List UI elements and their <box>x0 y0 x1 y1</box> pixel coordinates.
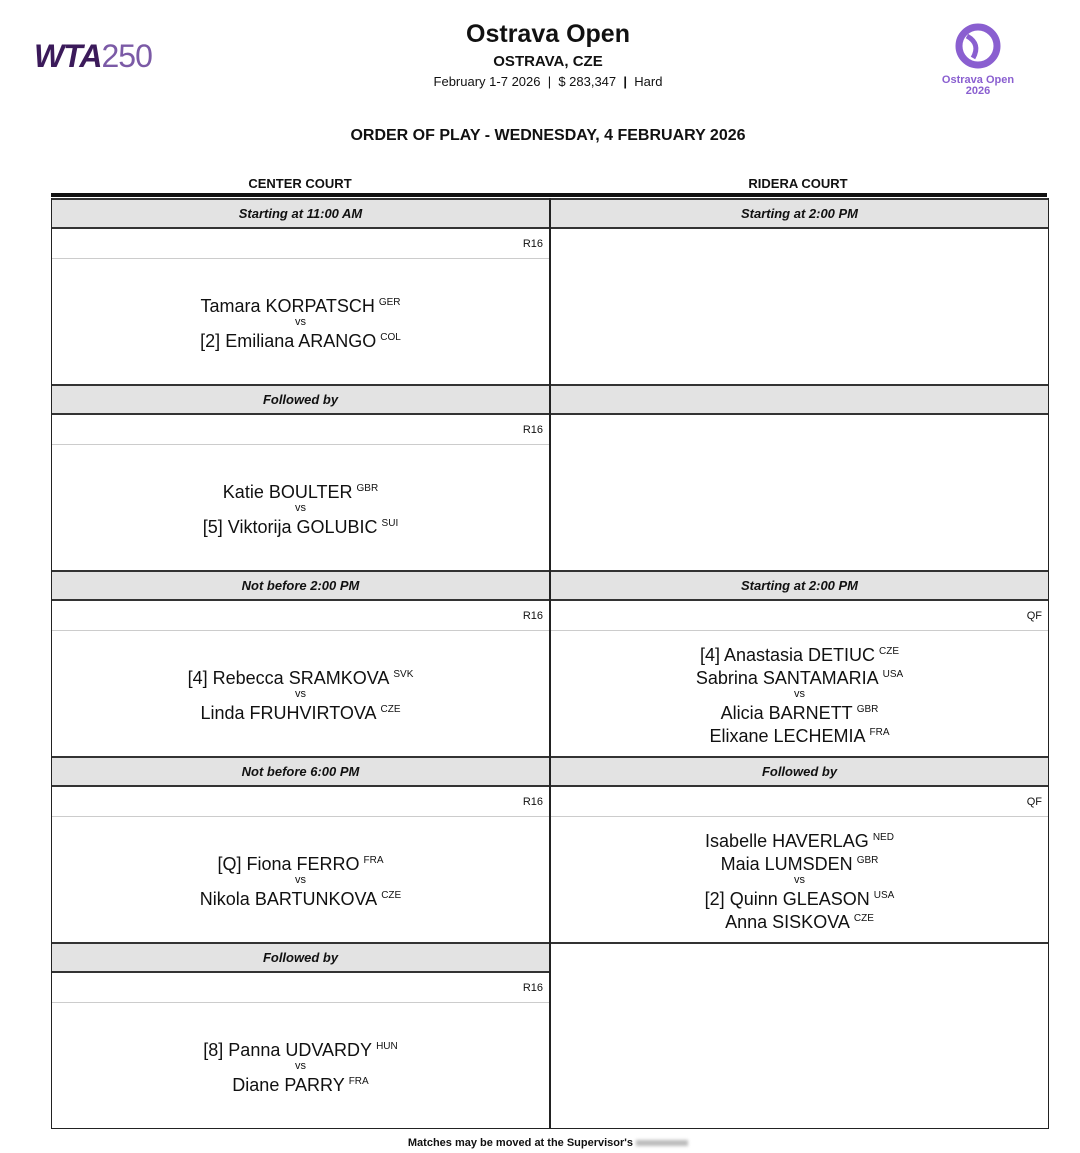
player-seed: [5] <box>202 516 223 537</box>
center-court-column <box>52 198 549 1128</box>
player-last-name: DETIUC <box>808 644 876 665</box>
player-country: SVK <box>393 668 414 680</box>
player-seed: [Q] <box>217 853 242 874</box>
match-slot <box>52 942 549 1128</box>
tournament-title: Ostrava Open <box>466 20 630 48</box>
player-country: FRA <box>363 854 384 866</box>
slot-time-header <box>551 386 1048 415</box>
player-name <box>223 479 378 502</box>
vs-label: vs <box>295 1059 306 1072</box>
vs-label: vs <box>295 873 306 886</box>
player-first-name: Quinn <box>729 888 778 909</box>
player-seed: [4] <box>699 644 720 665</box>
schedule-grid <box>51 198 1049 1129</box>
player-first-name: Isabelle <box>705 830 768 851</box>
court-ridera: RIDERA COURT <box>748 176 848 191</box>
player-name <box>188 665 414 688</box>
player-first-name: Tamara <box>200 295 261 316</box>
match-slot <box>551 942 1048 1128</box>
player-last-name: KORPATSCH <box>265 295 375 316</box>
player-last-name: FERRO <box>296 853 360 874</box>
match-body <box>551 817 1048 942</box>
round-label: R16 <box>52 415 549 445</box>
tier-level: 250 <box>101 38 152 74</box>
player-name <box>705 886 895 909</box>
player-last-name: UDVARDY <box>285 1039 373 1060</box>
slot-time-header: Not before 6:00 PM <box>52 758 549 787</box>
player-first-name: Diane <box>232 1074 280 1095</box>
player-name <box>700 642 899 665</box>
match-slot <box>551 756 1048 942</box>
player-seed: [2] <box>704 888 725 909</box>
player-name <box>721 700 879 723</box>
player-country: CZE <box>381 889 402 901</box>
player-last-name: PARRY <box>284 1074 345 1095</box>
player-first-name: Alicia <box>720 702 764 723</box>
player-name <box>696 665 903 688</box>
player-last-name: FRUHVIRTOVA <box>249 702 377 723</box>
player-first-name: Linda <box>200 702 245 723</box>
player-last-name: BARTUNKOVA <box>254 888 378 909</box>
player-country: GBR <box>856 854 879 866</box>
player-last-name: SISKOVA <box>772 911 850 932</box>
player-first-name: Emiliana <box>225 330 295 351</box>
wta-brand: WTA <box>34 38 102 74</box>
player-first-name: Nikola <box>199 888 250 909</box>
match-slot <box>551 384 1048 570</box>
redacted-word <box>636 1140 688 1146</box>
match-slot <box>52 570 549 756</box>
slot-time-header: Followed by <box>551 758 1048 787</box>
ostrava-emblem-icon <box>951 22 1005 72</box>
player-country: NED <box>872 831 894 843</box>
player-country: CZE <box>853 912 874 924</box>
round-label: R16 <box>52 229 549 259</box>
round-label: QF <box>551 601 1048 631</box>
round-label: QF <box>551 787 1048 817</box>
ostrava-open-logo <box>928 22 1028 97</box>
player-seed: [2] <box>200 330 221 351</box>
slot-time-header: Not before 2:00 PM <box>52 572 549 601</box>
logo-text: Ostrava Open <box>941 74 1015 86</box>
player-last-name: LECHEMIA <box>773 725 866 746</box>
match-slot <box>551 198 1048 384</box>
player-first-name: Katie <box>222 481 264 502</box>
player-name <box>203 1037 397 1060</box>
slot-time-header: Followed by <box>52 944 549 973</box>
player-seed: [4] <box>187 667 208 688</box>
player-name <box>200 328 401 351</box>
player-last-name: BOULTER <box>268 481 353 502</box>
dates: February 1-7 2026 <box>433 74 541 89</box>
ridera-court-column <box>549 198 1048 1128</box>
prize-money: $ 283,347 <box>558 74 617 89</box>
footer-note <box>0 1137 1080 1149</box>
match-slot <box>551 570 1048 756</box>
player-first-name: Anastasia <box>723 644 804 665</box>
player-country: CZE <box>879 645 900 657</box>
player-first-name: Viktorija <box>227 516 292 537</box>
player-last-name: HAVERLAG <box>772 830 869 851</box>
court-center: CENTER COURT <box>248 176 352 191</box>
player-name <box>725 909 874 932</box>
player-name <box>721 851 879 874</box>
player-country: USA <box>882 668 904 680</box>
player-country: GER <box>378 296 401 308</box>
player-country: GBR <box>856 703 879 715</box>
vs-label: vs <box>295 687 306 700</box>
match-slot <box>52 198 549 384</box>
player-seed: [8] <box>203 1039 224 1060</box>
player-name <box>709 723 889 746</box>
player-country: HUN <box>376 1040 398 1052</box>
match-body <box>551 631 1048 756</box>
player-name <box>203 514 398 537</box>
player-first-name: Anna <box>725 911 768 932</box>
tournament-location: OSTRAVA, CZE <box>493 53 603 70</box>
player-country: FRA <box>348 1075 369 1087</box>
vs-label: vs <box>295 501 306 514</box>
player-last-name: GOLUBIC <box>296 516 378 537</box>
vs-label: vs <box>794 873 805 886</box>
match-body <box>52 817 549 942</box>
player-country: COL <box>380 331 401 343</box>
player-last-name: BARNETT <box>768 702 853 723</box>
player-last-name: SANTAMARIA <box>762 667 879 688</box>
player-country: CZE <box>380 703 401 715</box>
player-first-name: Maia <box>720 853 760 874</box>
player-name <box>200 886 401 909</box>
player-last-name: ARANGO <box>298 330 377 351</box>
player-country: GBR <box>356 482 379 494</box>
slot-time-header: Followed by <box>52 386 549 415</box>
match-body <box>52 445 549 570</box>
player-country: SUI <box>381 517 399 529</box>
player-country: FRA <box>869 726 890 738</box>
surface: Hard <box>634 74 663 89</box>
match-slot <box>52 384 549 570</box>
player-name <box>200 293 400 316</box>
player-name <box>705 828 894 851</box>
tournament-info: February 1-7 2026 | $ 283,347 | Hard <box>433 74 663 89</box>
player-name <box>217 851 383 874</box>
round-label: R16 <box>52 973 549 1003</box>
round-label: R16 <box>52 601 549 631</box>
vs-label: vs <box>295 315 306 328</box>
player-first-name: Panna <box>228 1039 281 1060</box>
round-label: R16 <box>52 787 549 817</box>
logo-year: 2026 <box>965 85 991 97</box>
match-slot <box>52 756 549 942</box>
player-country: USA <box>873 889 895 901</box>
footer-text: Matches may be moved at the Supervisor's <box>407 1137 634 1149</box>
match-body <box>52 259 549 384</box>
player-first-name: Fiona <box>246 853 292 874</box>
slot-time-header: Starting at 2:00 PM <box>551 572 1048 601</box>
slot-time-header: Starting at 2:00 PM <box>551 200 1048 229</box>
player-first-name: Elixane <box>709 725 769 746</box>
slot-time-header: Starting at 11:00 AM <box>52 200 549 229</box>
player-last-name: LUMSDEN <box>764 853 853 874</box>
match-body <box>52 631 549 756</box>
player-first-name: Rebecca <box>212 667 284 688</box>
order-of-play-title: ORDER OF PLAY - WEDNESDAY, 4 FEBRUARY 2026 <box>350 127 746 144</box>
court-headers <box>51 176 1047 197</box>
match-body <box>52 1003 549 1128</box>
vs-label: vs <box>794 687 805 700</box>
player-name <box>200 700 400 723</box>
player-last-name: GLEASON <box>782 888 870 909</box>
player-first-name: Sabrina <box>695 667 758 688</box>
player-last-name: SRAMKOVA <box>288 667 390 688</box>
player-name <box>232 1072 368 1095</box>
